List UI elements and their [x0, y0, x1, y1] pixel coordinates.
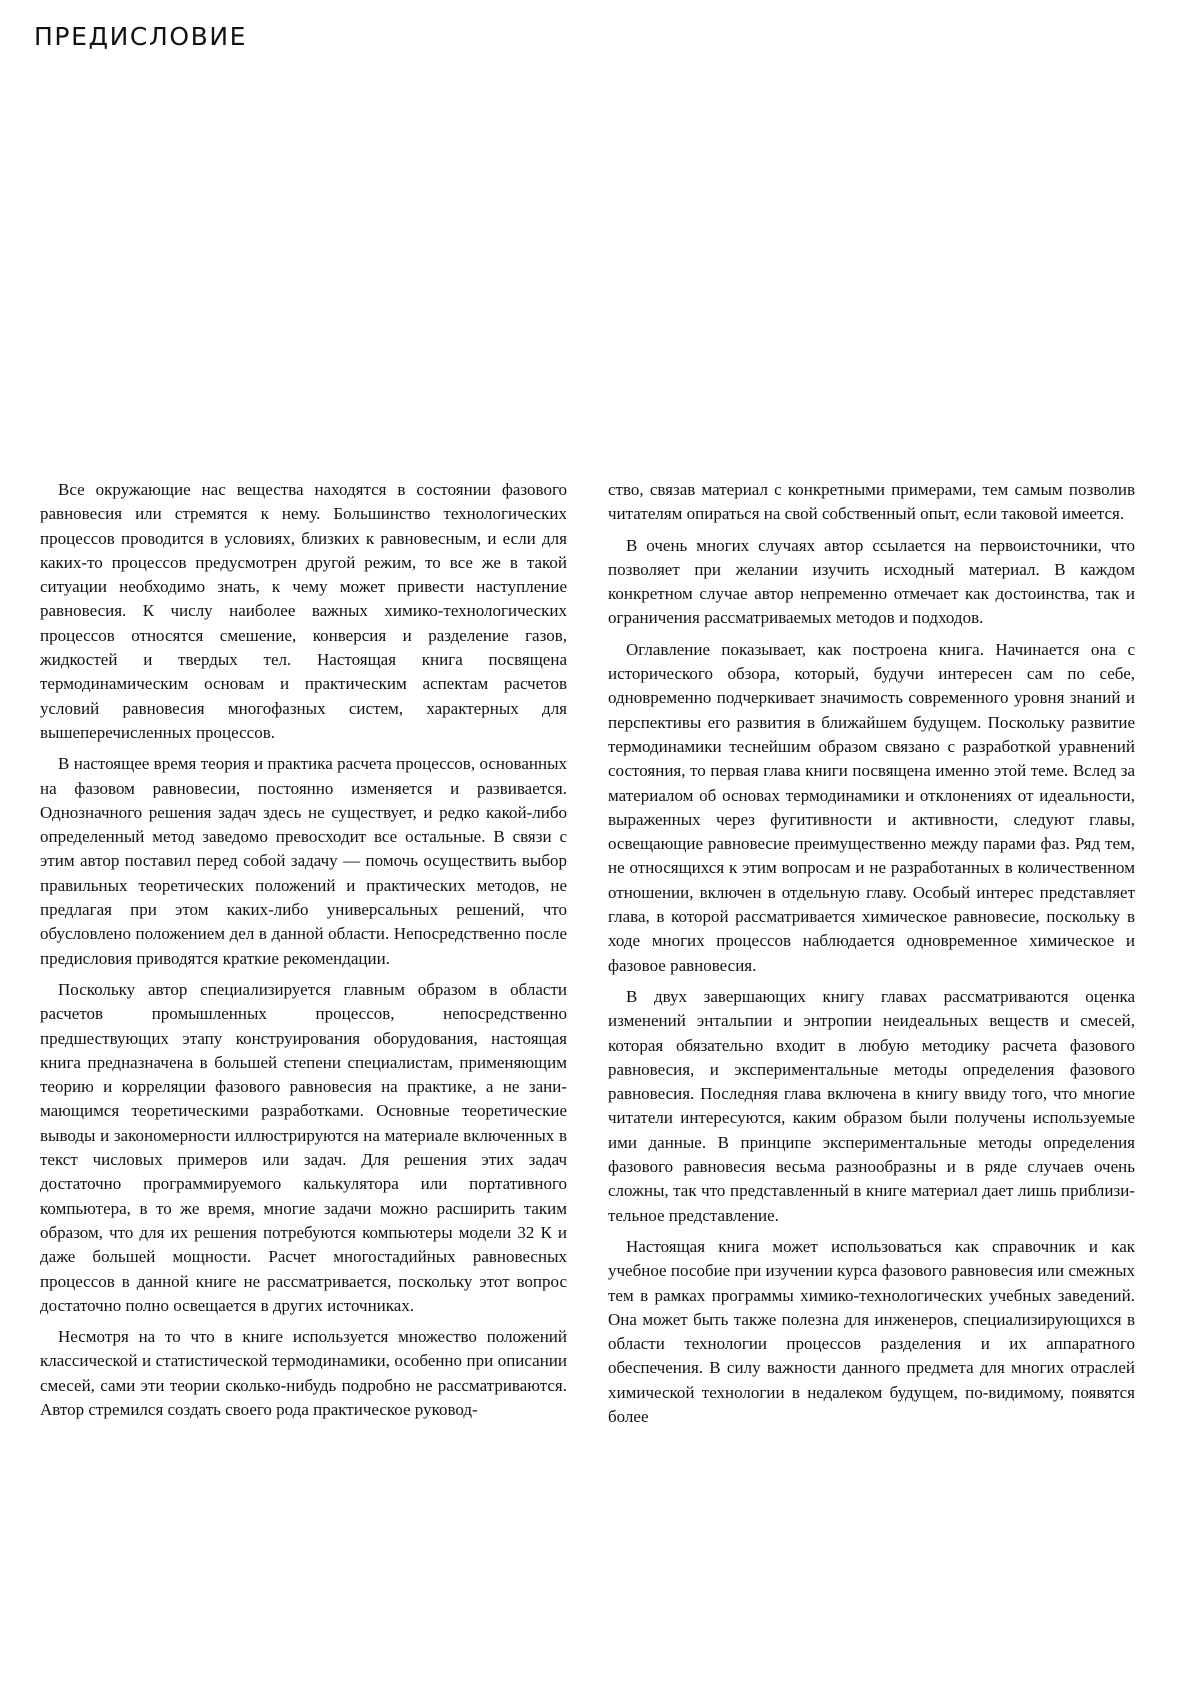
paragraph: В настоящее время теория и практика расчета процессов, основанных на фазовом равновесии, постоянно изменяется и развивается. Однозначного решения задач здесь не существует, и редко какой-либо определенный метод заведомо превосходит все остальные. В связи с этим автор поставил перед собой задачу — помочь осуществить выбор правильных теоретических положений и практических методов, не предлагая при этом каких-либо универсальных решений, что обусловлено положением дел в данной области. Непосредственно после предисловия приводятся краткие рекомендации. — [40, 754, 567, 968]
paragraph: Оглавление показывает, как построена книга. Начинается она с исторического обзора, который, будучи интересен сам по себе, одновременно подчеркивает значимость современного уровня знаний и перспективы его развития в ближайшем будущем. Поскольку развитие термодинамики теснейшим образом связано с разработкой уравнений состояния, то первая глава книги посвящена именно этой теме. Вслед за материалом об основах термодинамики и отклонениях от идеальности, выраженных через фугитивности и активности, следуют главы, освещающие равновесие преимущественно между парами фаз. Ряд тем, не относящихся к этим вопросам и не разработанных в количественном отношении, включен в отдельную главу. Особый интерес представляет глава, в которой рассматривается химическое равновесие, поскольку в ходе многих процессов наблюдается одновременное химическое и фазовое равновесия. — [608, 639, 1135, 975]
paragraph: Настоящая книга может использоваться как справочник и как учебное пособие при изучении курса фазового равновесия или смежных тем в рамках программы химико-технологических учебных заведений. Она может быть также полезна для инженеров, специализирующихся в области технологии процессов разделения и их аппаратного обеспечения. В силу важности данного предмета для многих отраслей химической технологии в недалеком будущем, по-видимому, появятся более — [608, 1236, 1135, 1426]
paragraph: В двух завершающих книгу главах рассматриваются оценка изменений энтальпии и энтропии неидеальных веществ и смесей, которая обязательно входит в любую методику расчета фазового равновесия, и экспериментальные методы определения фазового равновесия. Последняя глава включена в книгу ввиду того, что многие читатели интересуются, каким образом были получены используемые ими данные. В принципе экспериментальные методы определения фазового равновесия весьма разнообразны и в ряде случаев очень сложны, так что представленный в книге материал дает лишь приблизительное представление. — [608, 986, 1135, 1225]
page-title: ПРЕДИСЛОВИЕ — [34, 22, 248, 51]
paragraph: В очень многих случаях автор ссылается на первоисточники, что позволяет при желании изучить исходный материал. В каждом конкретном случае автор непременно отмечает как достоинства, так и ограничения рассматриваемых методов и подходов. — [608, 535, 1135, 628]
paragraph-continuation: ство, связав материал с конкретными примерами, тем самым позволив читателям опираться на свой собственный опыт, если таковой имеется. — [608, 480, 1135, 524]
text-column-right — [608, 478, 1135, 1436]
paragraph: Все окружающие нас вещества находятся в состоянии фазового равновесия или стремятся к нему. Большинство технологических процессов проводится в условиях, близких к равновесным, и если для каких-то процессов предусмотрен другой режим, то все же в такой ситуации необходимо знать, к чему может привести наступление равновесия. К числу наиболее важных химико-технологических процессов относятся смешение, конверсия и разделение газов, жидкостей и твердых тел. Настоящая книга посвящена термодинамическим основам и практическим аспектам расчетов условий равновесия многофазных систем, характерных для вышеперечисленных процессов. — [40, 480, 567, 742]
paragraph: Несмотря на то что в книге используется множество положений классической и статистической термодинамики, особенно при описании смесей, сами эти теории сколько-нибудь подробно не рассматриваются. Автор стремился создать своего рода практическое руковод- — [40, 1327, 567, 1419]
paragraph: Поскольку автор специализируется главным образом в области расчетов промышленных процессов, непосредственно предшествующих этапу конструирования оборудования, настоящая книга предназначена в большей степени специалистам, применяющим теорию и корреляции фазового равновесия на практике, а не занимающимся теоретическими разработками. Основные теоретические выводы и закономерности иллюстрируются на материале включенных в текст числовых примеров или задач. Для решения этих задач достаточно программируемого калькулятора или портативного компьютера, в то же время, многие задачи можно расширить таким образом, что для их решения потребуются компьютеры модели 32 К и даже большей мощности. Расчет многостадийных равновесных процессов в данной книге не рассматривается, поскольку этот вопрос достаточно полно освещается в других источниках. — [40, 979, 567, 1315]
text-column-left — [40, 478, 567, 1429]
